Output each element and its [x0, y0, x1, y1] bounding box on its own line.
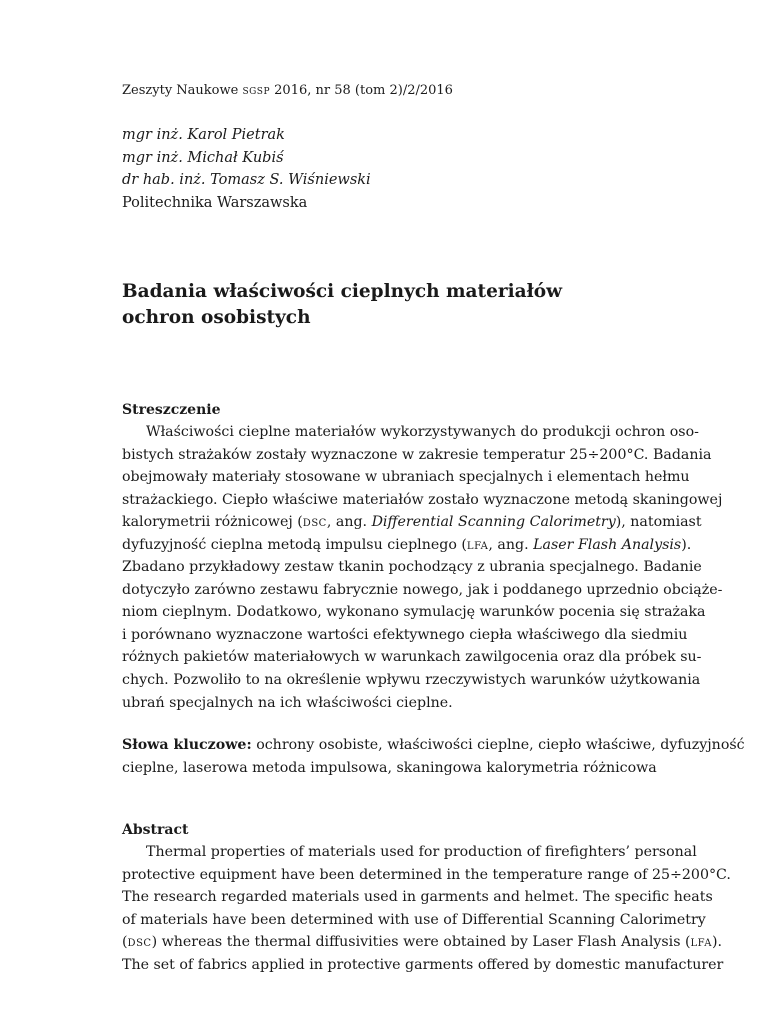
- text-fragment: (: [122, 934, 128, 951]
- term-dsc: Differential Scanning Calorimetry: [371, 514, 616, 531]
- abbr-dsc-en: dsc: [127, 934, 152, 951]
- journal-prefix: Zeszyty Naukowe: [122, 83, 243, 98]
- text-fragment: ang.: [497, 536, 534, 553]
- abstract-line: Thermal properties of materials used for production of firefighters’ personal: [146, 844, 697, 861]
- title-line-1: Badania właściwości cieplnych materiałów: [122, 281, 563, 302]
- term-lfa: Laser Flash Analysis: [533, 536, 682, 553]
- streszczenie-line: Właściwości cieplne materiałów wykorzystywanych do produkcji ochron oso-: [146, 424, 699, 440]
- streszczenie-line: strażackiego. Ciepło właściwe materiałów zostało wyznaczone metodą skaningowej: [122, 491, 723, 508]
- abbr-lfa: lfa: [466, 536, 489, 553]
- affiliation: Politechnika Warszawska: [122, 194, 308, 211]
- text-fragment: ) whereas the thermal diffusivities were obtained by Laser Flash Analysis (: [151, 934, 691, 951]
- streszczenie-heading: Streszczenie: [122, 402, 221, 418]
- author-2: mgr inż. Michał Kubiś: [122, 149, 284, 166]
- author-block: [122, 124, 648, 214]
- document-page: [122, 82, 745, 976]
- streszczenie-line: kalorymetrii różnicowej (dsc, ang. Differential Scanning Calorimetry), natomiast: [122, 514, 702, 531]
- keywords-label: Słowa kluczowe:: [122, 737, 252, 754]
- abstract-line: [122, 931, 723, 954]
- title-line-2: ochron osobistych: [122, 307, 311, 328]
- abstract-line: The set of fabrics applied in protective garments offered by domestic manufacturer: [122, 956, 724, 973]
- journal-suffix: 2016, nr 58 (tom 2)/2/2016: [270, 83, 453, 98]
- text-fragment: ).: [681, 536, 692, 553]
- streszczenie-line: dotyczyło zarówno zestawu fabrycznie nowego, jak i poddanego uprzednio obciąże-: [122, 581, 723, 598]
- journal-abbreviation: sgsp: [242, 83, 271, 98]
- author-3: dr hab. inż. Tomasz S. Wiśniewski: [122, 172, 371, 188]
- author-1: mgr inż. Karol Pietrak: [122, 127, 285, 143]
- streszczenie-line: ubrań specjalnych na ich właściwości cieplne.: [122, 694, 453, 711]
- streszczenie-section: [122, 399, 723, 714]
- text-fragment: kalorymetrii różnicowej (: [122, 514, 303, 531]
- keywords-text-1: ochrony osobiste, właściwości cieplne, ciepło właściwe, dyfuzyjność: [251, 737, 745, 754]
- streszczenie-line: obejmowały materiały stosowane w ubraniach specjalnych i elementach hełmu: [122, 469, 690, 486]
- paper-title: [122, 279, 648, 331]
- abbr-lfa-en: lfa: [690, 934, 712, 951]
- streszczenie-line: Zbadano przykładowy zestaw tkanin pochodzący z ubrania specjalnego. Badanie: [122, 559, 702, 576]
- keywords-section: [122, 734, 745, 779]
- streszczenie-line: bistych strażaków zostały wyznaczone w zakresie temperatur 25÷200°C. Badania: [122, 446, 712, 463]
- streszczenie-line: i porównano wyznaczone wartości efektywnego ciepła właściwego dla siedmiu: [122, 626, 688, 643]
- text-fragment: ).: [711, 934, 723, 951]
- text-fragment: dyfuzyjność cieplna metodą impulsu cieplnego (: [122, 536, 467, 553]
- journal-header: [122, 82, 648, 100]
- keywords-text-2: cieplne, laserowa metoda impulsowa, skaningowa kalorymetria różnicowa: [122, 759, 657, 776]
- abstract-line: The research regarded materials used in garments and helmet. The specific heats: [122, 889, 713, 906]
- abstract-body: [122, 841, 731, 976]
- streszczenie-line: niom cieplnym. Dodatkowo, wykonano symulację warunków pocenia się strażaka: [122, 604, 706, 621]
- keywords-line: [122, 734, 745, 757]
- abstract-heading: Abstract: [122, 822, 189, 839]
- abstract-line: protective equipment have been determined in the temperature range of 25÷200°C.: [122, 866, 731, 883]
- abstract-line: of materials have been determined with use of Differential Scanning Calorimetry: [122, 911, 706, 928]
- abbr-dsc: dsc: [302, 514, 327, 531]
- text-fragment: ), natomiast: [615, 514, 702, 531]
- streszczenie-line: dyfuzyjność cieplna metodą impulsu cieplnego (lfa, ang. Laser Flash Analysis).: [122, 536, 692, 553]
- streszczenie-line: różnych pakietów materiałowych w warunkach zawilgocenia oraz dla próbek su-: [122, 649, 702, 666]
- abstract-section: [122, 819, 731, 976]
- streszczenie-body: [122, 421, 723, 714]
- text-fragment: ang.: [335, 514, 372, 531]
- streszczenie-line: chych. Pozwoliło to na określenie wpływu rzeczywistych warunków użytkowania: [122, 672, 701, 689]
